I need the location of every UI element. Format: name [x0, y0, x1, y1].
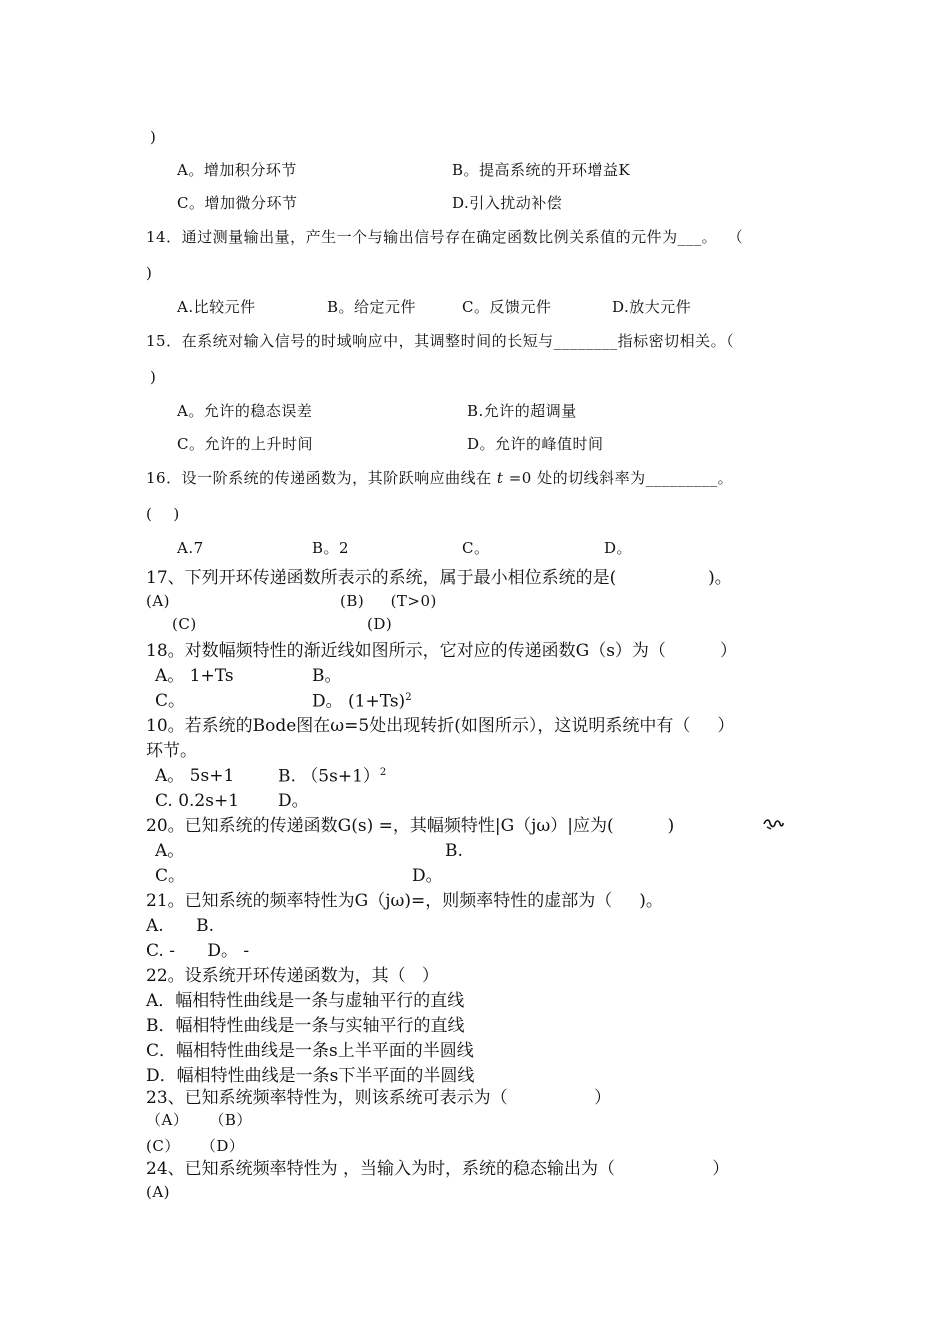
- option-d: D。: [412, 866, 443, 886]
- option-b: B.: [445, 841, 463, 861]
- question-18: 18。对数幅频特性的渐近线如图所示，它对应的传递函数G（s）为（ ）: [146, 641, 737, 661]
- option-b: B．幅相特性曲线是一条与实轴平行的直线: [146, 1016, 465, 1036]
- question-10: 10。若系统的Bode图在ω=5处出现转折(如图所示），这说明系统中有（ ）: [146, 716, 735, 736]
- question-16: [146, 471, 733, 486]
- option-a: A.比较元件: [177, 298, 256, 316]
- text-line: 环节。: [146, 741, 197, 761]
- text-line: ): [146, 264, 153, 282]
- option-c: C. 0.2s+1: [155, 791, 240, 811]
- option-c: C。反馈元件: [462, 298, 552, 316]
- option-a: A。增加积分环节: [177, 161, 297, 179]
- option-d: D。允许的峰值时间: [467, 435, 604, 453]
- option-c: C。: [155, 691, 186, 711]
- option-d: D.引入扰动补偿: [452, 194, 563, 212]
- option-d: [312, 693, 412, 711]
- superscript: 2: [379, 767, 387, 778]
- text-part: =0 处的切线斜率为_________。: [508, 469, 734, 487]
- option-b: [278, 768, 386, 786]
- scribble-icon: [762, 817, 784, 831]
- question-17: 17、下列开环传递函数所表示的系统，属于最小相位系统的是( )。: [146, 568, 732, 588]
- question-15: 15．在系统对输入信号的时域响应中，其调整时间的长短与________指标密切相关。（: [146, 332, 735, 350]
- text-line: ): [150, 128, 157, 146]
- option-a: A。允许的稳态误差: [177, 402, 313, 420]
- option-b: B。2: [312, 539, 350, 557]
- option-b: B.允许的超调量: [467, 402, 577, 420]
- option-d: D。: [278, 791, 309, 811]
- option-d: D.放大元件: [612, 298, 692, 316]
- text-line: ): [150, 368, 157, 386]
- option-d: (D): [367, 615, 393, 633]
- option-a: A．幅相特性曲线是一条与虚轴平行的直线: [146, 991, 465, 1011]
- option-b: (B) (T>0): [340, 592, 437, 610]
- option-a: A.7: [177, 539, 204, 557]
- option-b: B。给定元件: [327, 298, 417, 316]
- text-line: ( ): [146, 505, 180, 523]
- option-a: A。 5s+1: [155, 766, 235, 786]
- options-cd: (C） （D）: [146, 1137, 245, 1155]
- variable-t: t: [496, 469, 504, 487]
- option-c: (C): [172, 615, 197, 633]
- superscript: 2: [405, 692, 412, 703]
- question-24: 24、已知系统频率特性为 ，当输入为时，系统的稳态输出为（ ）: [146, 1159, 730, 1179]
- options-ab: （A） （B）: [146, 1111, 252, 1129]
- text-part: B. （5s+1）: [278, 766, 380, 787]
- options-ab: A. B.: [146, 916, 214, 936]
- text-part: 16．设一阶系统的传递函数为，其阶跃响应曲线在: [146, 469, 492, 487]
- option-c: C。增加微分环节: [177, 194, 298, 212]
- option-a: (A): [146, 1183, 171, 1201]
- option-b: B。提高系统的开环增益K: [452, 161, 631, 179]
- question-20: 20。已知系统的传递函数G(s) =，其幅频特性|G（jω）|应为( ): [146, 816, 675, 836]
- option-c: C。允许的上升时间: [177, 435, 313, 453]
- option-d: D。: [604, 539, 633, 557]
- option-c: C。: [462, 539, 490, 557]
- option-a: A。: [155, 841, 185, 861]
- option-a: A。 1+Ts: [155, 666, 234, 686]
- question-21: 21。已知系统的频率特性为G（jω)=，则频率特性的虚部为（ )。: [146, 891, 663, 911]
- text-part: D。 (1+Ts): [312, 691, 406, 712]
- question-14: 14．通过测量输出量，产生一个与输出信号存在确定函数比例关系值的元件为___。 （: [146, 228, 744, 246]
- option-a: (A): [146, 592, 171, 610]
- option-c: C。: [155, 866, 186, 886]
- question-23: 23、已知系统频率特性为，则该系统可表示为（ ）: [146, 1088, 612, 1108]
- options-cd: C. - D。 -: [146, 941, 250, 961]
- option-d: D．幅相特性曲线是一条s下半平面的半圆线: [146, 1066, 475, 1086]
- option-b: B。: [312, 666, 342, 686]
- question-22: 22。设系统开环传递函数为，其（ ）: [146, 966, 439, 986]
- option-c: C．幅相特性曲线是一条s上半平面的半圆线: [146, 1041, 474, 1061]
